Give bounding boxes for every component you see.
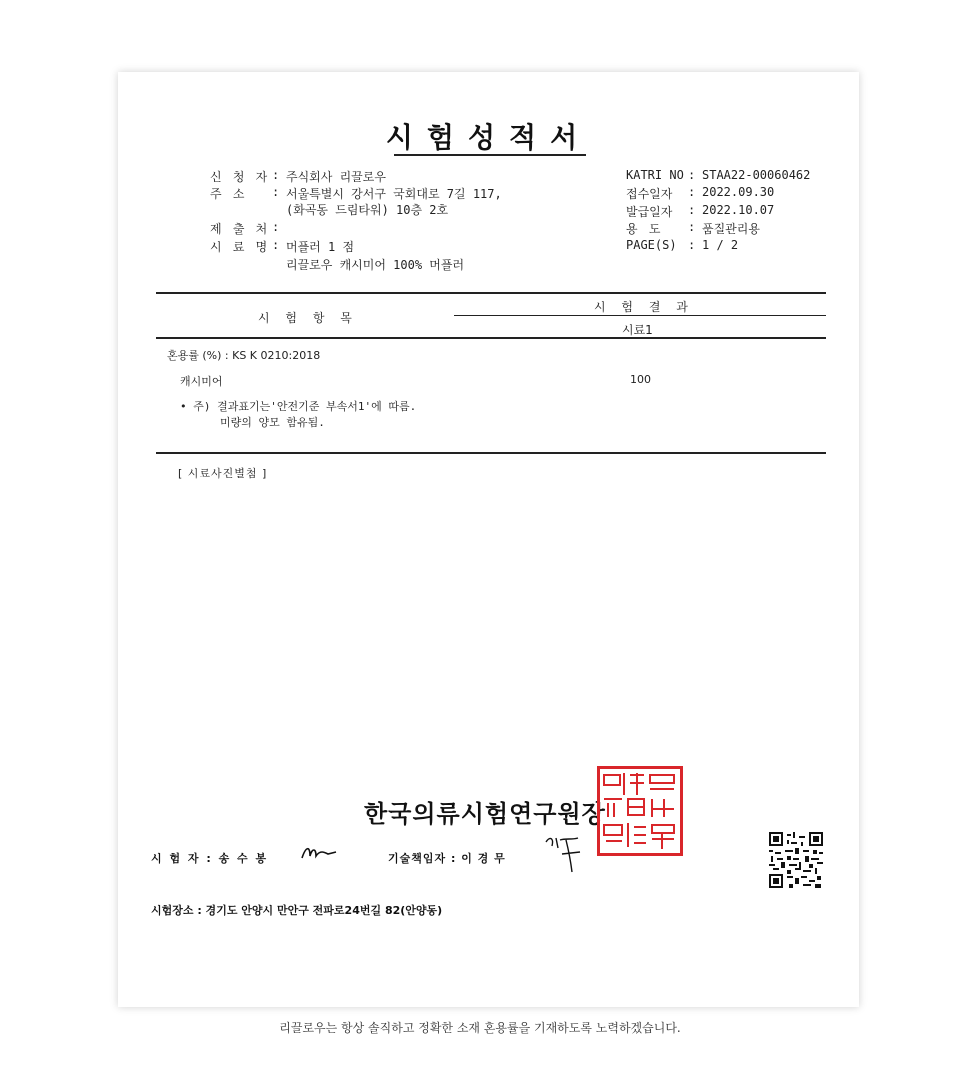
purpose-row: 용 도 : 품질관리용 xyxy=(626,220,760,236)
issued-date: 2022.10.07 xyxy=(702,203,775,217)
tester-signature xyxy=(300,842,340,862)
address-line1: 서울특별시 강서구 국회대로 7길 117, xyxy=(286,187,502,201)
qr-code xyxy=(769,832,823,888)
table-top-rule xyxy=(156,292,826,294)
material-name: 캐시미어 xyxy=(180,375,223,388)
item-header: 시 험 항 목 xyxy=(258,311,358,325)
sample-line2: 리끌로우 캐시미어 100% 머플러 xyxy=(286,258,465,272)
sample-row: 시 료 명 : 머플러 1 점 xyxy=(210,238,355,254)
table-bottom-rule xyxy=(156,452,826,454)
document-title: 시험성적서 xyxy=(385,121,592,154)
applicant-row: 신 청 자 : 주식회사 리끌로우 xyxy=(210,168,386,184)
sample-column-header: 시료1 xyxy=(622,323,653,337)
table-header-rule xyxy=(156,337,826,339)
material-value: 100 xyxy=(630,373,651,386)
sample-line1: 머플러 1 점 xyxy=(286,240,355,254)
submit-row: 제 출 처 : xyxy=(210,220,280,236)
tester-label: 시 험 자 : 송 수 봉 xyxy=(151,852,269,865)
received-row: 접수일자 : 2022.09.30 xyxy=(626,185,775,201)
katri-number: STAA22-00060462 xyxy=(702,168,811,182)
page-value: 1 / 2 xyxy=(702,238,739,252)
official-seal xyxy=(597,766,683,856)
result-header: 시 험 결 과 xyxy=(594,300,694,314)
result-divider xyxy=(454,315,826,316)
address-line2: (화곡동 드림타워) 10층 2호 xyxy=(286,203,449,217)
test-location: 시험장소 : 경기도 안양시 만안구 전파로24번길 82(안양동) xyxy=(151,904,443,917)
purpose-value: 품질관리용 xyxy=(702,222,760,236)
footer-caption: 리끌로우는 항상 솔직하고 정확한 소재 혼용률을 기재하도록 노력하겠습니다. xyxy=(279,1021,681,1035)
received-date: 2022.09.30 xyxy=(702,185,775,199)
manager-signature xyxy=(542,832,584,876)
manager-label: 기술책임자 : 이 경 무 xyxy=(388,852,506,865)
photo-attached-note: [ 시료사진별첨 ] xyxy=(178,467,268,480)
test-report-document xyxy=(118,72,859,1007)
test-method: 혼용률 (%) : KS K 0210:2018 xyxy=(167,349,321,362)
katri-row: KATRI NO : STAA22-00060462 xyxy=(626,168,811,182)
address-row: 주 소 : 서울특별시 강서구 국회대로 7길 117, xyxy=(210,185,502,201)
note-line1: • 주) 결과표기는'안전기준 부속서1'에 따름. xyxy=(180,400,417,413)
title-underline xyxy=(394,154,586,156)
applicant-name: 주식회사 리끌로우 xyxy=(286,170,386,184)
note-line2: 미량의 양모 함유됨. xyxy=(220,416,325,429)
page-row: PAGE(S) : 1 / 2 xyxy=(626,238,739,252)
institute-name: 한국의류시험연구원장 xyxy=(364,800,606,828)
issued-row: 발급일자 : 2022.10.07 xyxy=(626,203,775,219)
